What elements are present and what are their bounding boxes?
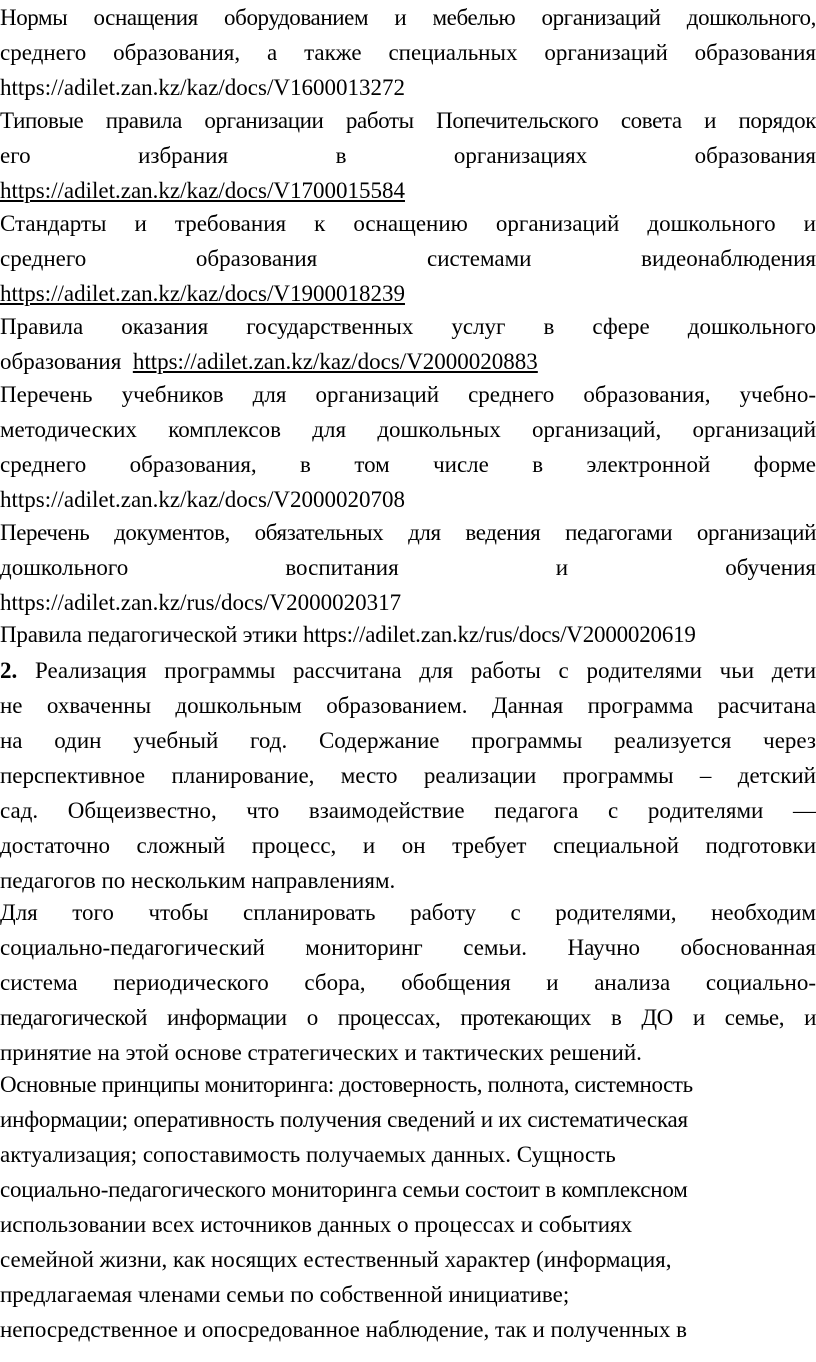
principles-line-6: семейной жизни, как носящих естественный характер (информация, — [0, 1247, 672, 1272]
principles-line-2: информации; оперативность получения сведений и их систематическая — [0, 1107, 688, 1132]
section-2-line-1-text: Реализация программы рассчитана для работы с родителями чьи дети — [34, 658, 816, 683]
video-paragraph — [0, 206, 816, 311]
ethics-line — [0, 617, 816, 652]
textbooks-paragraph — [0, 377, 816, 517]
section-2-number: 2. — [0, 658, 18, 683]
ethics-paragraph — [0, 617, 816, 652]
norms-line-1: Нормы оснащения оборудованием и мебелью организаций дошкольного, — [0, 5, 816, 30]
services-link[interactable]: https://adilet.zan.kz/kaz/docs/V2000020883 — [132, 349, 538, 374]
section-2-paragraph — [0, 653, 816, 898]
norms-paragraph — [0, 0, 816, 105]
services-line-1: Правила оказания государственных услуг в сфере дошкольного — [0, 314, 816, 339]
ethics-url: https://adilet.zan.kz/rus/docs/V2000020619 — [302, 622, 696, 647]
trustees-paragraph — [0, 103, 816, 208]
norms-line-2: среднего образования, а также специальных организаций образования — [0, 40, 816, 65]
textbooks-line-3: среднего образования, в том числе в электронной форме — [0, 452, 816, 477]
monitoring-line-1: Для того чтобы спланировать работу с родителями, необходим — [0, 900, 816, 925]
documents-line-2: дошкольного воспитания и обучения — [0, 555, 816, 580]
principles-line-1: Основные принципы мониторинга: достоверность, полнота, системность — [0, 1072, 693, 1097]
section-2-line-7: педагогов по нескольким направлениям. — [0, 868, 396, 893]
textbooks-url: https://adilet.zan.kz/kaz/docs/V2000020708 — [0, 487, 405, 512]
trustees-line-1: Типовые правила организации работы Попечительского совета и порядок — [0, 108, 816, 133]
video-link[interactable]: https://adilet.zan.kz/kaz/docs/V1900018239 — [0, 281, 405, 306]
video-line-2: среднего образования системами видеонаблюдения — [0, 246, 816, 271]
textbooks-line-2: методических комплексов для дошкольных организаций, организаций — [0, 417, 816, 442]
monitoring-line-5: принятие на этой основе стратегических и тактических решений. — [0, 1040, 642, 1065]
monitoring-line-2: социально-педагогический мониторинг семьи. Научно обоснованная — [0, 935, 816, 960]
documents-paragraph — [0, 515, 816, 620]
section-2-line-4: перспективное планирование, место реализации программы – детский — [0, 763, 816, 788]
section-2-line-6: достаточно сложный процесс, и он требует специальной подготовки — [0, 833, 816, 858]
services-line-2-text: образования — [0, 349, 122, 374]
documents-url: https://adilet.zan.kz/rus/docs/V2000020317 — [0, 590, 402, 615]
services-line-2 — [0, 344, 816, 379]
monitoring-line-3: система периодического сбора, обобщения и анализа социально- — [0, 970, 816, 995]
principles-line-8: непосредственное и опосредованное наблюдение, так и полученных в — [0, 1317, 687, 1342]
trustees-line-2: его избрания в организациях образования — [0, 143, 816, 168]
video-line-1: Стандарты и требования к оснащению организаций дошкольного и — [0, 211, 816, 236]
textbooks-line-1: Перечень учебников для организаций среднего образования, учебно- — [0, 382, 816, 407]
trustees-link[interactable]: https://adilet.zan.kz/kaz/docs/V1700015584 — [0, 178, 405, 203]
principles-line-7: предлагаемая членами семьи по собственной инициативе; — [0, 1282, 570, 1307]
ethics-text: Правила педагогической этики — [0, 622, 298, 647]
section-2-line-3: на один учебный год. Содержание программы реализуется через — [0, 728, 816, 753]
principles-line-5: использовании всех источников данных о процессах и событиях — [0, 1212, 633, 1237]
monitoring-line-4: педагогической информации о процессах, протекающих в ДО и семье, и — [0, 1005, 816, 1030]
section-2-line-1 — [0, 653, 816, 688]
services-paragraph — [0, 309, 816, 379]
monitoring-paragraph — [0, 895, 816, 1070]
principles-line-3: актуализация; сопоставимость получаемых данных. Сущность — [0, 1142, 616, 1167]
principles-line-4: социально-педагогического мониторинга семьи состоит в комплексном — [0, 1177, 688, 1202]
section-2-line-5: сад. Общеизвестно, что взаимодействие педагога с родителями — — [0, 798, 816, 823]
norms-url: https://adilet.zan.kz/kaz/docs/V1600013272 — [0, 75, 405, 100]
documents-line-1: Перечень документов, обязательных для ведения педагогами организаций — [0, 520, 816, 545]
principles-paragraph — [0, 1067, 816, 1347]
section-2-line-2: не охваченны дошкольным образованием. Данная программа расчитана — [0, 693, 816, 718]
